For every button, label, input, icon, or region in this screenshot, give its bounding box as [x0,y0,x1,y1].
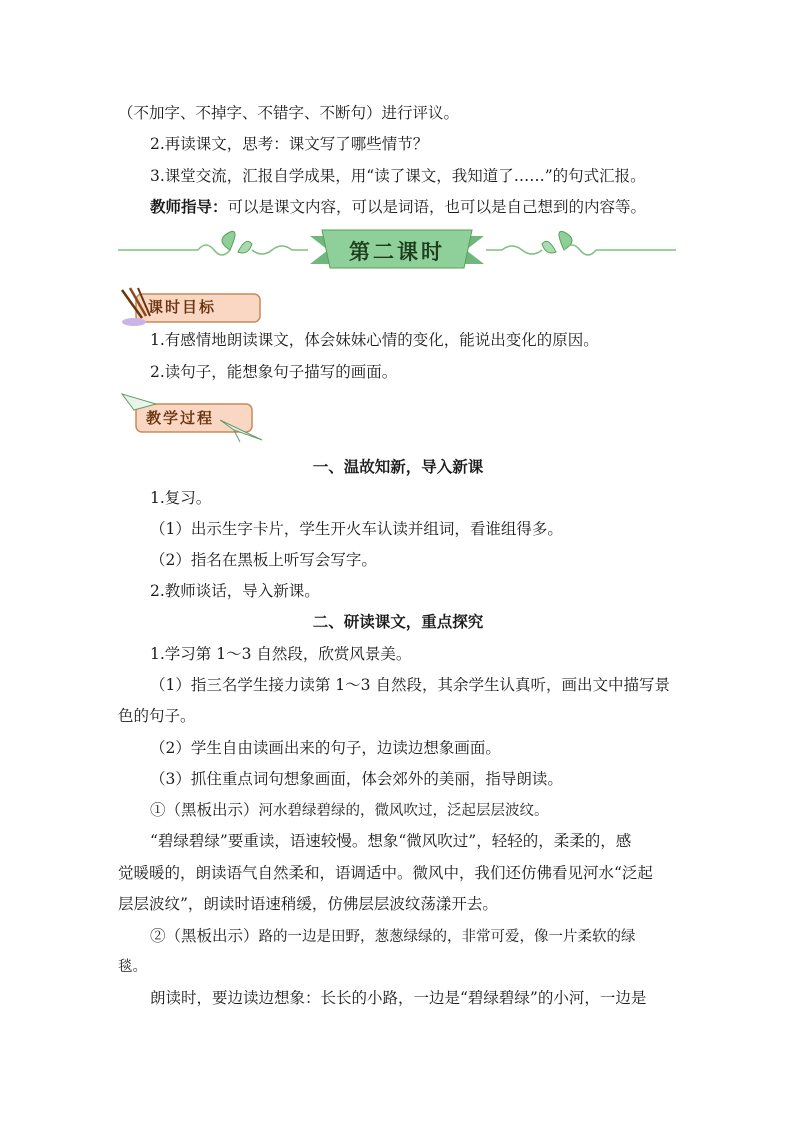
teacher-guide-line [150,197,678,217]
text-line: （1）指三名学生接力读第 1～3 自然段，其余学生认真听，画出文中描写景 [150,676,670,694]
text-line: 2.教师谈话，导入新课。 [150,582,320,600]
left-ornament [118,231,308,255]
objective-item: 2.读句子，能想象句子描写的画面。 [150,363,398,381]
blackboard-quote-2 [150,926,678,947]
text-line: 层层波纹”，朗读时语速稍缓，仿佛层层波纹荡漾开去。 [118,895,498,913]
text-line: “碧绿碧绿”要重读，语速较慢。想象“微风吹过”，轻轻的，柔柔的，感 [150,832,632,850]
teacher-guide-text: 可以是课文内容，可以是词语，也可以是自己想到的内容等。 [227,198,647,216]
text-line: 色的句子。 [118,707,196,725]
process-badge-label: 教学过程 [146,409,215,427]
text-line: 3.课堂交流，汇报自学成果，用“读了课文，我知道了……”的句式汇报。 [150,167,646,185]
text-line: 毯。 [118,959,147,975]
quote-label: ①（黑板出示） [150,801,259,819]
objectives-badge-label: 课时目标 [148,298,217,316]
text-line: （不加字、不掉字、不错字、不断句）进行评议。 [118,104,460,122]
blackboard-quote-1 [150,800,678,821]
text-line: 觉暖暖的，朗读语气自然柔和，语调适中。微风中，我们还仿佛看见河水“泛起 [118,864,653,882]
teacher-guide-label: 教师指导： [150,197,228,216]
text-line: 1.学习第 1～3 自然段，欣赏风景美。 [150,645,412,663]
lesson-banner-title: 第二课时 [349,240,445,264]
text-line: 2.再读课文，思考：课文写了哪些情节？ [150,135,429,153]
text-line: 1.复习。 [150,489,212,507]
text-line: （3）抓住重点词句想象画面，体会郊外的美丽，指导朗读。 [150,770,563,788]
text-line: （2）指名在黑板上听写会写字。 [150,551,377,569]
text-line: （1）出示生字卡片，学生开火车认读并组词，看谁组得多。 [150,520,563,538]
text-line: 朗读时，要边读边想象：长长的小路，一边是“碧绿碧绿”的小河，一边是 [150,989,647,1007]
text-line: （2）学生自由读画出来的句子，边读边想象画面。 [150,739,501,757]
right-ornament [486,231,676,255]
quote-text: 路的一边是田野，葱葱绿绿的，非常可爱，像一片柔软的绿 [258,929,636,945]
section-heading: 一、温故知新，导入新课 [312,457,484,476]
quote-text: 河水碧绿碧绿的，微风吹过，泛起层层波纹。 [258,803,549,819]
objective-item: 1.有感情地朗读课文，体会妹妹心情的变化，能说出变化的原因。 [150,331,599,349]
quote-label: ②（黑板出示） [150,927,259,945]
section-heading: 二、研读课文，重点探究 [312,612,484,631]
